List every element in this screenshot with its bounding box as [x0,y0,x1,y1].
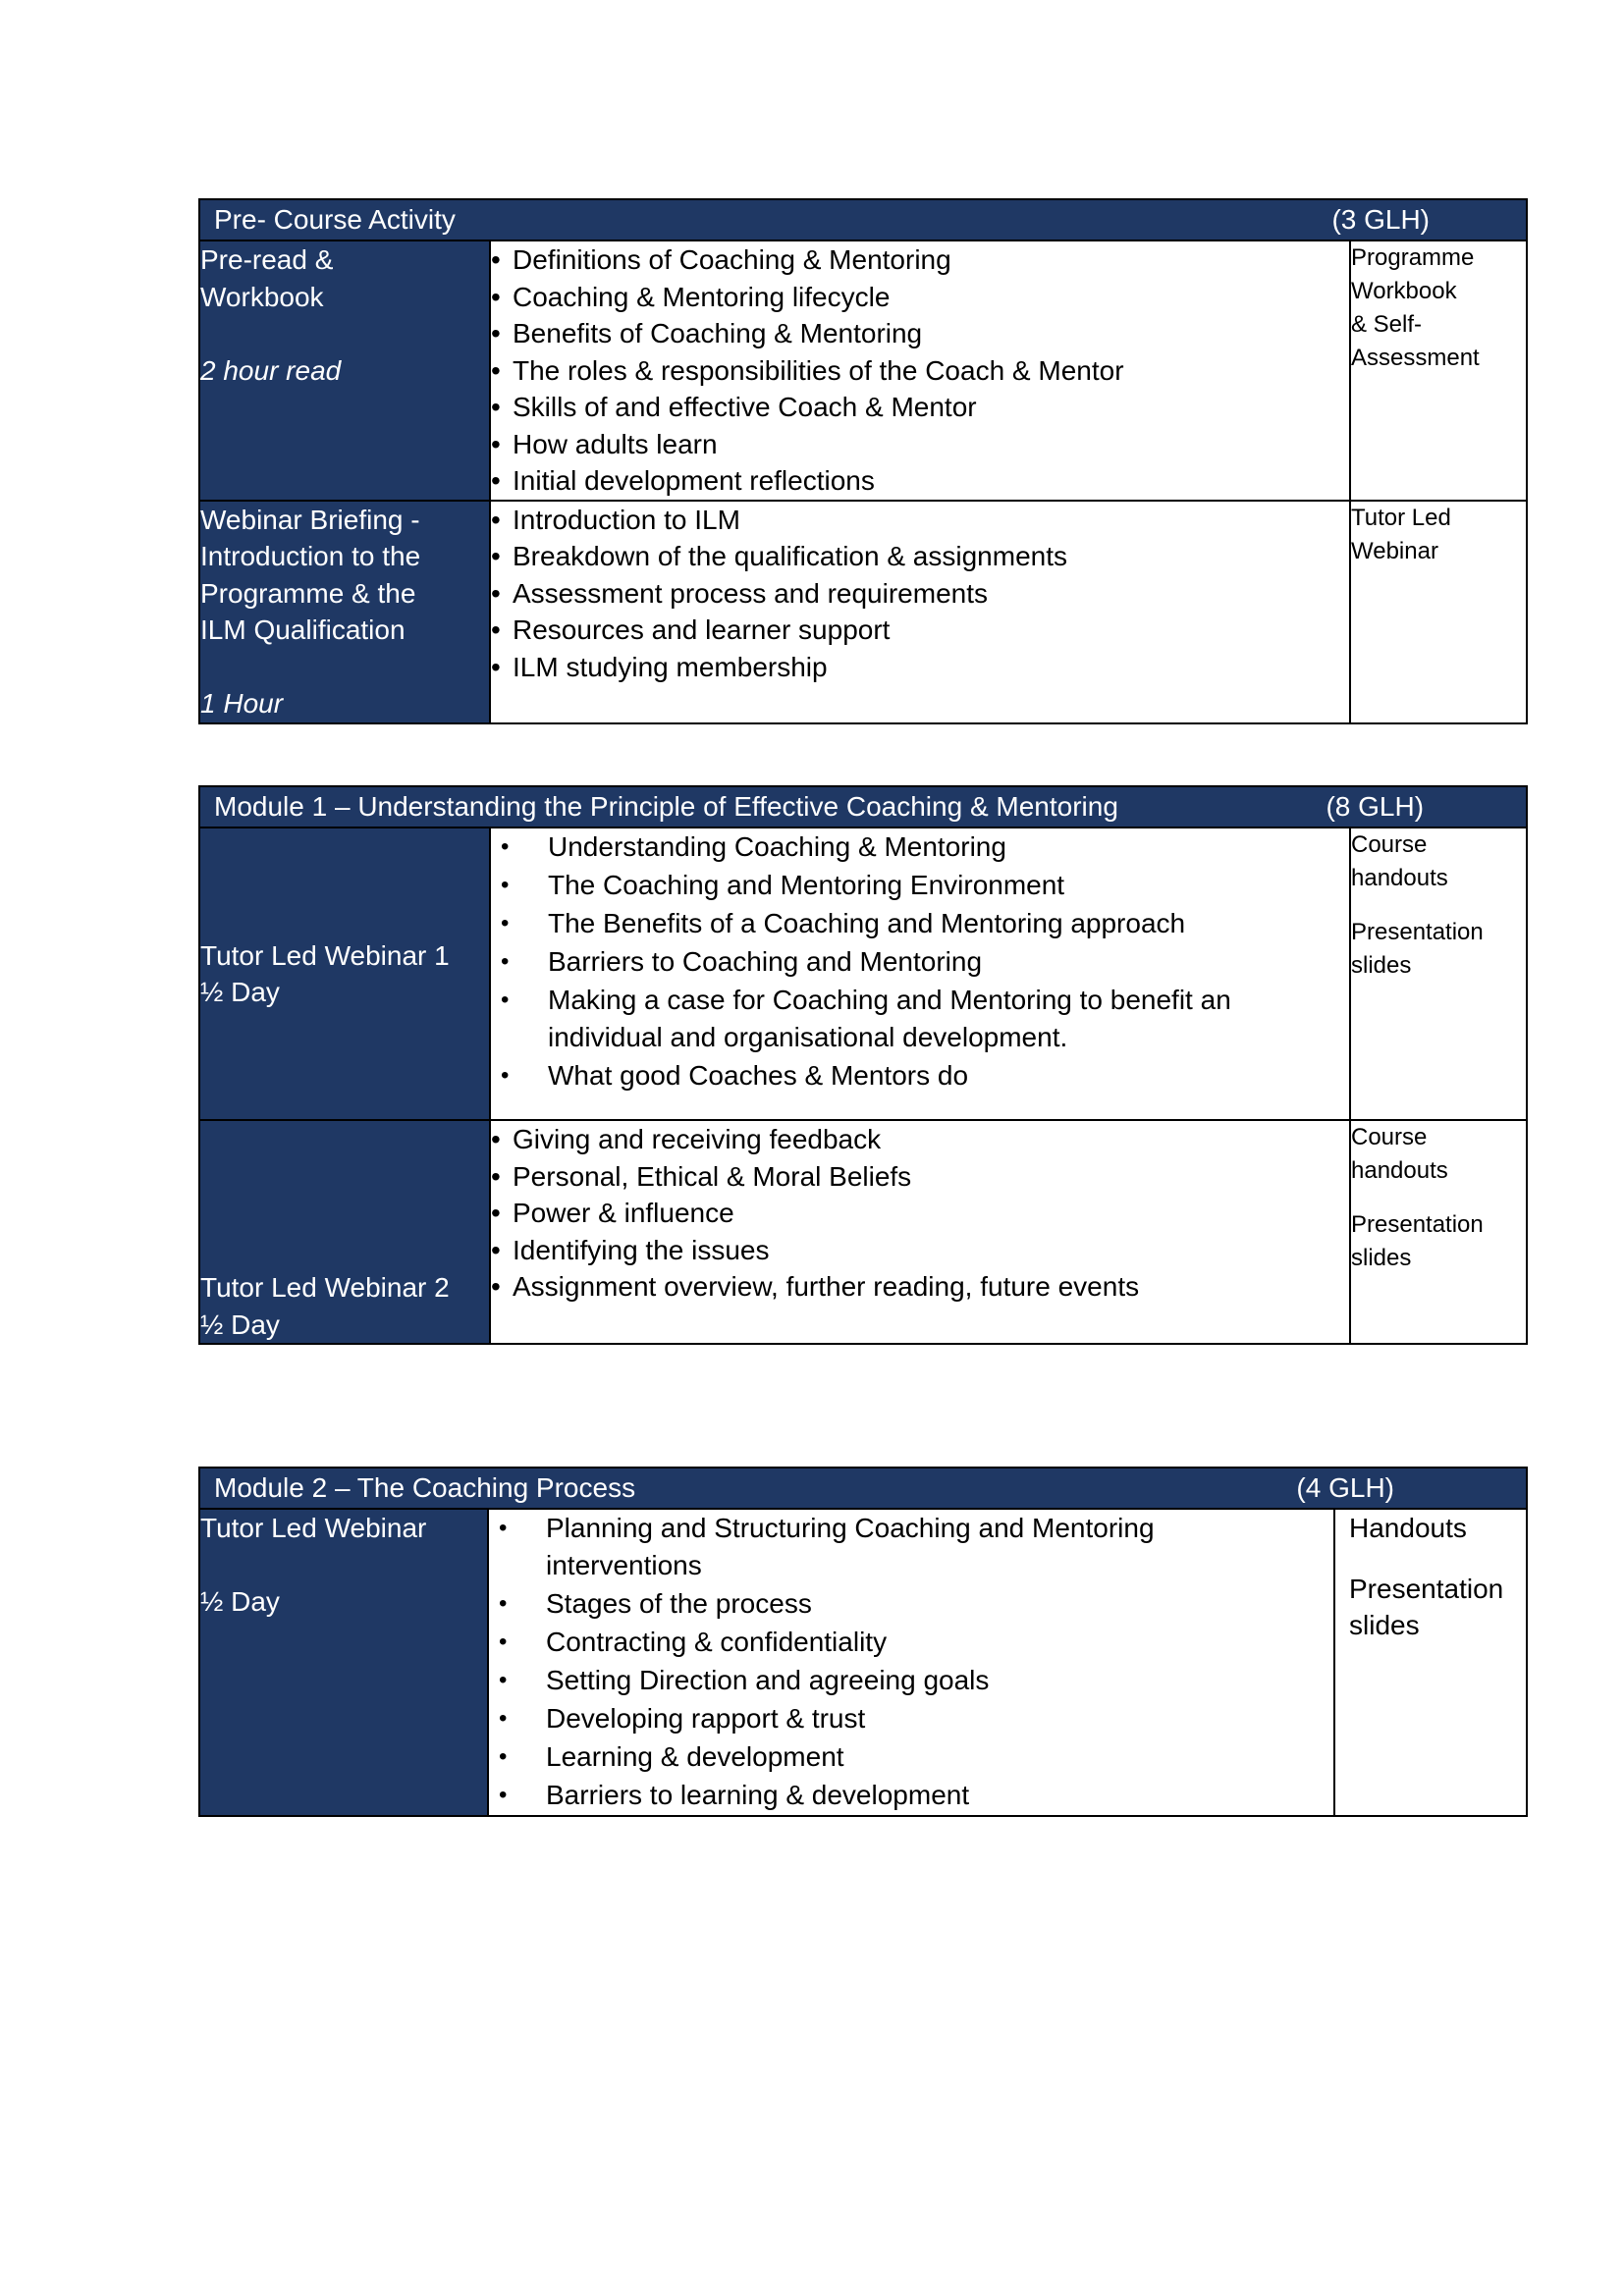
topics-cell [488,1509,1334,1816]
list-item: • Planning and Structuring Coaching and Mentoring interventions [489,1510,1333,1583]
section-title: Module 1 – Understanding the Principle of Effective Coaching & Mentoring [214,791,1118,822]
module-1-table [198,785,1528,1345]
list-item: • Setting Direction and agreeing goals [489,1662,1333,1699]
list-item: • Giving and receiving feedback [491,1121,1349,1158]
list-item: • What good Coaches & Mentors do [491,1057,1349,1095]
resources-cell [1350,828,1527,1120]
row-title-line: ½ Day [200,1308,280,1340]
list-item: • Making a case for Coaching and Mentoring to benefit an individual and organisational development. [491,982,1349,1055]
list-item: • The Coaching and Mentoring Environment [491,867,1349,904]
resources-cell [1350,501,1527,723]
list-item: • Definitions of Coaching & Mentoring [491,241,1349,279]
table-row [199,501,1527,723]
list-item: • Contracting & confidentiality [489,1624,1333,1661]
resource-line: Webinar [1351,537,1438,564]
list-item: • The roles & responsibilities of the Coach & Mentor [491,352,1349,390]
module-1-header [199,786,1527,828]
row-title-line: Webinar Briefing - [200,504,420,535]
resource-line: Presentation [1351,1211,1484,1238]
glh-label: (4 GLH) [1296,1472,1394,1503]
row-title-line: Programme & the [200,577,416,609]
list-item: • Stages of the process [489,1585,1333,1623]
topics-cell [490,240,1350,501]
list-item: • Learning & development [489,1738,1333,1776]
list-item: • Initial development reflections [491,462,1349,500]
resource-line: Assessment [1351,345,1480,371]
row-title-cell [199,240,490,501]
row-title-line: Tutor Led Webinar 1 [200,939,450,971]
list-item: • Developing rapport & trust [489,1700,1333,1737]
topics-cell [490,828,1350,1120]
list-item: • Barriers to Coaching and Mentoring [491,943,1349,981]
row-title-line: Tutor Led Webinar 2 [200,1272,450,1303]
section-title: Pre- Course Activity [214,204,456,235]
resource-line: handouts [1351,1157,1448,1184]
glh-label: (3 GLH) [1331,204,1431,235]
list-item: • Identifying the issues [491,1232,1349,1269]
row-title-line: ILM Qualification [200,614,406,645]
topics-cell [490,1120,1350,1344]
row-title-cell [199,501,490,723]
resource-line: Workbook [1351,278,1457,304]
resource-line: Presentation [1349,1573,1504,1604]
topic-list [491,1121,1349,1306]
list-item: • How adults learn [491,426,1349,463]
topics-cell [490,501,1350,723]
pre-course-header [199,199,1527,240]
resources-cell [1334,1509,1527,1816]
table-row [199,1120,1527,1344]
topic-list [489,1510,1333,1813]
duration-note: 1 Hour [200,688,284,719]
resource-line: Handouts [1349,1513,1467,1543]
list-item: • Barriers to learning & development [489,1777,1333,1814]
row-title-line: ½ Day [200,977,280,1007]
list-item: • Introduction to ILM [491,502,1349,539]
list-item: • Coaching & Mentoring lifecycle [491,279,1349,316]
resource-line: Programme [1351,244,1475,271]
resource-line: handouts [1351,865,1448,891]
row-title-cell [199,828,490,1120]
resources-cell [1350,240,1527,501]
section-title: Module 2 – The Coaching Process [214,1472,636,1503]
list-item: • Personal, Ethical & Moral Beliefs [491,1158,1349,1196]
resource-line: slides [1349,1610,1420,1640]
row-title-line: Tutor Led Webinar [200,1513,427,1543]
pre-course-table [198,198,1528,724]
row-title-line: Workbook [200,281,324,312]
list-item: • ILM studying membership [491,649,1349,686]
resource-line: Course [1351,831,1428,858]
topic-list [491,828,1349,1094]
topic-list [491,502,1349,686]
list-item: • Power & influence [491,1195,1349,1232]
resource-line: Course [1351,1124,1428,1150]
resource-line: & Self- [1351,311,1423,338]
duration-note: ½ Day [200,1586,280,1617]
list-item: • Assessment process and requirements [491,575,1349,613]
resource-line: slides [1351,952,1412,979]
table-row [199,240,1527,501]
list-item: • Resources and learner support [491,612,1349,649]
resource-line: slides [1351,1245,1412,1271]
list-item: • The Benefits of a Coaching and Mentoring approach [491,905,1349,942]
table-row [199,1509,1527,1816]
list-item: • Understanding Coaching & Mentoring [491,828,1349,866]
glh-label: (8 GLH) [1326,791,1425,822]
row-title-line: Pre-read & [200,244,334,275]
resource-line: Tutor Led [1351,504,1451,531]
list-item: • Skills of and effective Coach & Mentor [491,389,1349,426]
row-title-cell [199,1120,490,1344]
module-2-header [199,1468,1527,1509]
row-title-cell [199,1509,488,1816]
list-item: • Assignment overview, further reading, future events [491,1268,1349,1306]
duration-note: 2 hour read [200,354,342,386]
row-title-line: Introduction to the [200,541,421,571]
topic-list [491,241,1349,500]
module-2-table [198,1467,1528,1817]
list-item: • Breakdown of the qualification & assignments [491,538,1349,575]
list-item: • Benefits of Coaching & Mentoring [491,315,1349,352]
resource-line: Presentation [1351,919,1484,945]
resources-cell [1350,1120,1527,1344]
table-row [199,828,1527,1120]
